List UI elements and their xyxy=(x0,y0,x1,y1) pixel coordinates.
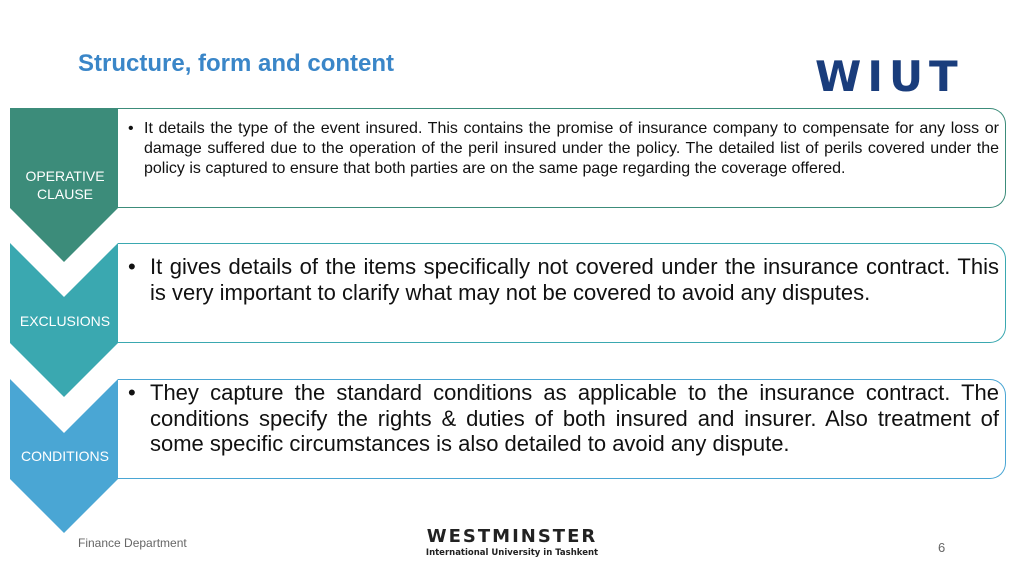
operative-text: It details the type of the event insured. This contains the promise of insurance company to compensate for any loss or damage suffered due to the operation of the peril insured under the policy. The detailed list of perils covered under the policy is captured to ensure that both parties are on the same page regarding the coverage offered. xyxy=(144,120,999,177)
exclusions-box xyxy=(118,243,1006,343)
operative-clause-label xyxy=(5,167,125,203)
conditions-label: CONDITIONS xyxy=(21,448,109,464)
bullet-dot: • xyxy=(128,380,136,405)
wiut-logo: WIUT xyxy=(815,52,964,101)
westminster-subtitle: International University in Tashkent xyxy=(425,548,599,558)
operative-bullet xyxy=(128,119,999,179)
page-number: 6 xyxy=(938,540,946,555)
conditions-text: They capture the standard conditions as applicable to the insurance contract. The conditions specify the rights & duties of both insured and insurer. Also treatment of some specific circumstances is also detailed to avoid any dispute. xyxy=(150,380,999,456)
westminster-name: WESTMINSTER xyxy=(426,526,598,547)
exclusions-label: EXCLUSIONS xyxy=(19,313,111,329)
operative-label-line2: CLAUSE xyxy=(36,186,94,202)
operative-clause-box xyxy=(118,108,1006,208)
bullet-dot: • xyxy=(128,254,136,279)
exclusions-bullet xyxy=(128,254,999,306)
westminster-logo xyxy=(420,526,604,558)
footer-department: Finance Department xyxy=(78,536,187,550)
bullet-dot: • xyxy=(128,120,134,137)
operative-label-line1: OPERATIVE xyxy=(25,168,105,184)
exclusions-text: It gives details of the items specifically not covered under the insurance contract. This is very important to clarify what may not be covered to avoid any disputes. xyxy=(150,254,999,305)
slide-title: Structure, form and content xyxy=(78,50,395,77)
conditions-box xyxy=(118,379,1006,479)
conditions-bullet xyxy=(128,380,999,457)
